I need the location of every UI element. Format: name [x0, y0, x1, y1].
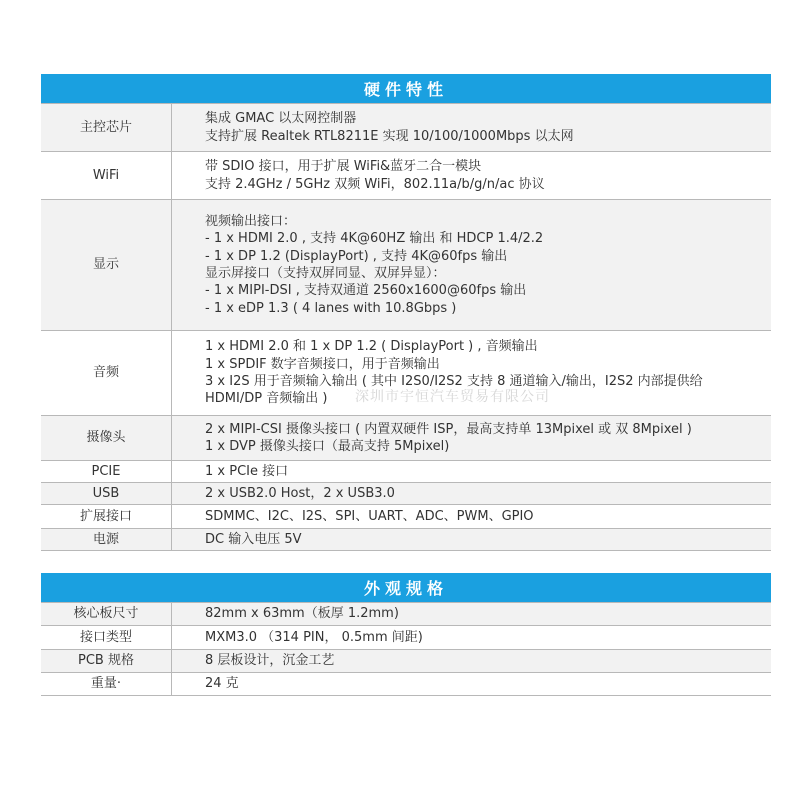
- spec-value-line: HDMI/DP 音频输出 ): [205, 391, 328, 407]
- spec-value-line: 1 x SPDIF 数字音频接口，用于音频输出: [205, 356, 440, 372]
- appearance-spec-rows: [41, 602, 771, 696]
- spec-value-line: 1 x HDMI 2.0 和 1 x DP 1.2 ( DisplayPort ) , 音频输出: [205, 339, 538, 355]
- spec-value: [172, 416, 772, 461]
- section-title-hardware: 硬件特性: [41, 74, 771, 103]
- spec-value-line: - 1 x HDMI 2.0 , 支持 4K@60HZ 输出 和 HDCP 1.4/2.2: [205, 231, 544, 247]
- spec-row: [41, 603, 771, 626]
- spec-value-line: 显示屏接口（支持双屏同显、双屏异显）：: [205, 266, 446, 281]
- spec-key: 电源: [41, 529, 172, 551]
- spec-row: [41, 626, 771, 650]
- spec-row: [41, 673, 771, 696]
- spec-value-line: DC 输入电压 5V: [205, 531, 302, 547]
- spec-value: [172, 152, 772, 200]
- hardware-spec-rows: [41, 103, 771, 551]
- spec-key: 接口类型: [41, 626, 172, 650]
- spec-value: [172, 104, 772, 152]
- spec-value-line: 1 x PCIe 接口: [205, 463, 289, 479]
- spec-value-line: 24 克: [205, 676, 239, 692]
- spec-key: 重量·: [41, 673, 172, 696]
- watermark-text: 深圳市宇恒汽车贸易有限公司: [355, 389, 550, 405]
- spec-row: [41, 104, 771, 152]
- spec-value-line: - 1 x DP 1.2 (DisplayPort) , 支持 4K@60fps 输出: [205, 248, 508, 264]
- spec-value-line: - 1 x eDP 1.3 ( 4 lanes with 10.8Gbps ): [205, 300, 457, 316]
- spec-row: [41, 461, 771, 483]
- spec-value: [172, 331, 772, 416]
- section-title-appearance: 外观规格: [41, 573, 771, 602]
- spec-value: [172, 529, 772, 551]
- spec-key: 显示: [41, 200, 172, 331]
- spec-value: [172, 603, 772, 626]
- spec-row: [41, 650, 771, 673]
- spec-key: 音频: [41, 331, 172, 416]
- hardware-spec-table: [41, 74, 771, 103]
- spec-value: [172, 650, 772, 673]
- spec-value-line: 8 层板设计，沉金工艺: [205, 653, 335, 669]
- spec-row: [41, 416, 771, 461]
- spec-key: USB: [41, 483, 172, 505]
- spec-value-line: 3 x I2S 用于音频输入输出 ( 其中 I2S0/I2S2 支持 8 通道输入/输出，I2S2 内部提供给: [205, 374, 703, 389]
- appearance-spec-table: [41, 573, 771, 602]
- spec-row: [41, 483, 771, 505]
- spec-value: [172, 505, 772, 529]
- spec-row: [41, 331, 771, 416]
- spec-key: 主控芯片: [41, 104, 172, 152]
- spec-value-line: 支持扩展 Realtek RTL8211E 实现 10/100/1000Mbps 以太网: [205, 128, 574, 144]
- spec-key: 扩展接口: [41, 505, 172, 529]
- spec-value: [172, 461, 772, 483]
- spec-value: [172, 200, 772, 331]
- spec-key: 核心板尺寸: [41, 603, 172, 626]
- spec-key: PCIE: [41, 461, 172, 483]
- spec-key: PCB 规格: [41, 650, 172, 673]
- spec-value-line: 带 SDIO 接口，用于扩展 WiFi&蓝牙二合一模块: [205, 159, 482, 175]
- spec-value-line: SDMMC、I2C、I2S、SPI、UART、ADC、PWM、GPIO: [205, 508, 534, 524]
- spec-value-line: 2 x USB2.0 Host，2 x USB3.0: [205, 485, 395, 501]
- spec-row: [41, 200, 771, 331]
- spec-key: 摄像头: [41, 416, 172, 461]
- spec-row: [41, 152, 771, 200]
- spec-value-line: 2 x MIPI-CSI 摄像头接口 ( 内置双硬件 ISP，最高支持单 13Mpixel 或 双 8Mpixel ): [205, 421, 692, 437]
- spec-value-line: - 1 x MIPI-DSI , 支持双通道 2560x1600@60fps 输出: [205, 283, 527, 299]
- spec-value: [172, 626, 772, 650]
- spec-value: [172, 673, 772, 696]
- spec-row: [41, 505, 771, 529]
- spec-value-line: 1 x DVP 摄像头接口（最高支持 5Mpixel): [205, 439, 450, 454]
- spec-value: [172, 483, 772, 505]
- spec-value-line: 集成 GMAC 以太网控制器: [205, 111, 357, 127]
- spec-row: [41, 529, 771, 551]
- spec-value-line: 82mm x 63mm（板厚 1.2mm): [205, 606, 399, 622]
- spec-value-line: 视频输出接口：: [205, 213, 297, 229]
- spec-value-line: MXM3.0 （314 PIN， 0.5mm 间距): [205, 629, 423, 645]
- spec-key: WiFi: [41, 152, 172, 200]
- spec-value-line: 支持 2.4GHz / 5GHz 双频 WiFi，802.11a/b/g/n/ac 协议: [205, 176, 545, 192]
